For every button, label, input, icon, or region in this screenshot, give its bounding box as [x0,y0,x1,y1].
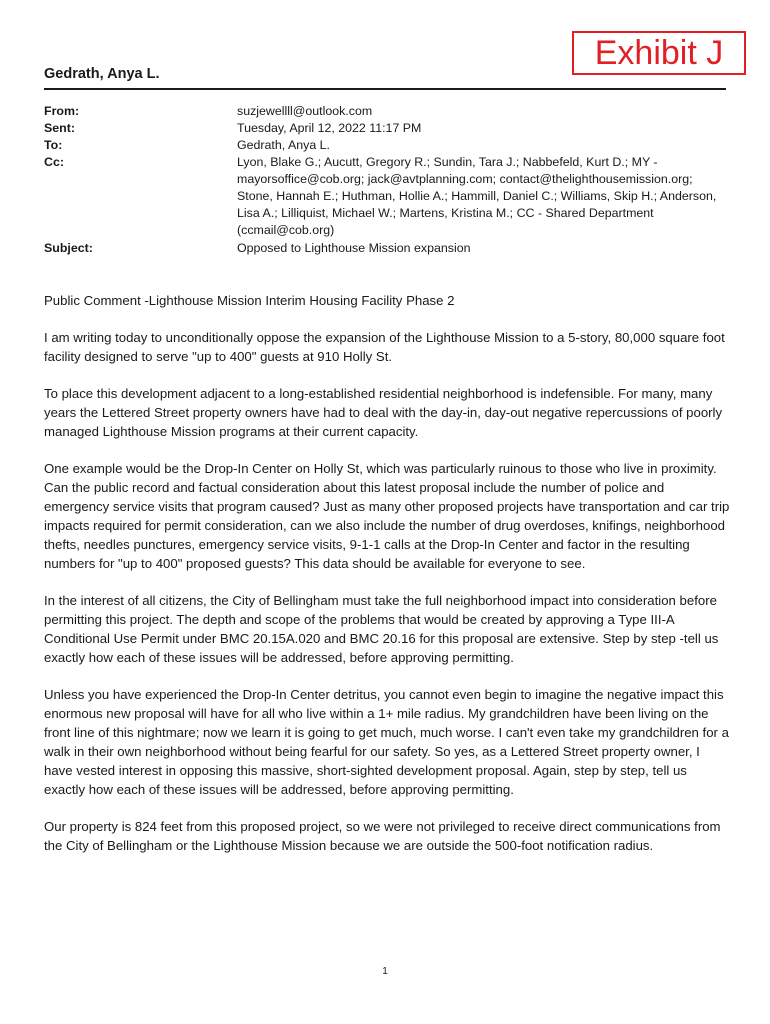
subject-value: Opposed to Lighthouse Mission expansion [237,241,471,255]
body-paragraph-4: One example would be the Drop-In Center on Holly St, which was particularly ruinous to those who live in proximity. Can the public record and factual consideration about this latest proposal include the number of police and emergency service visits that program caused? Just as many other proposed projects have transportation and car trip impacts required for permit consideration, can we also include the number of drug overdoses, knifings, neighborhood thefts, needles punctures, emergency service visits, 9-1-1 calls at the Drop-In Center and factor in the resulting numbers for "up to 400" proposed guests? This data should be available for everyone to see. [44,461,730,571]
email-header [44,103,734,257]
body-paragraph-5: In the interest of all citizens, the City of Bellingham must take the full neighborhood impact into consideration before permitting this project. The depth and scope of the problems that would be created by approving a Type III-A Conditional Use Permit under BMC 20.15A.020 and BMC 20.16 for this proposal are extensive. Step by step -tell us exactly how each of these issues will be addressed, before approving permitting. [44,593,719,665]
exhibit-stamp: Exhibit J [572,31,746,75]
sent-label: Sent: [44,121,75,135]
email-body [44,291,730,873]
body-paragraph-3: To place this development adjacent to a long-established residential neighborhood is indefensible. For many, many years the Lettered Street property owners have had to deal with the day-in, day-out negative repercussions of poorly managed Lighthouse Mission programs at their current capacity. [44,386,723,439]
subject-row [44,240,734,257]
body-paragraph-1: Public Comment -Lighthouse Mission Interim Housing Facility Phase 2 [44,293,455,308]
subject-label: Subject: [44,241,93,255]
to-value: Gedrath, Anya L. [237,138,330,152]
sent-value: Tuesday, April 12, 2022 11:17 PM [237,121,422,135]
sender-name: Gedrath, Anya L. [44,66,160,82]
cc-label: Cc: [44,155,64,169]
header-divider [44,88,726,90]
to-row [44,137,734,154]
from-label: From: [44,104,80,118]
sent-row [44,120,734,137]
from-row [44,103,734,120]
page-number: 1 [382,966,388,977]
cc-row [44,154,734,239]
cc-value: Lyon, Blake G.; Aucutt, Gregory R.; Sundin, Tara J.; Nabbefeld, Kurt D.; MY - mayorsoffice@cob.org; jack@avtplanning.com; contact@thelighthousemission.org; Stone, Hannah E.; Huthman, Hollie A.; Hammill, Daniel C.; Williams, Skip H.; Anderson, Lisa A.; Lilliquist, Michael W.; Martens, Kristina M.; CC - Shared Department (ccmail@cob.org) [237,155,717,237]
body-paragraph-7: Our property is 824 feet from this proposed project, so we were not privileged to receive direct communications from the City of Bellingham or the Lighthouse Mission because we are outside the 500-foot notification radius. [44,819,721,853]
body-paragraph-2: I am writing today to unconditionally oppose the expansion of the Lighthouse Mission to a 5-story, 80,000 square foot facility designed to serve "up to 400" guests at 910 Holly St. [44,330,725,364]
body-paragraph-6: Unless you have experienced the Drop-In Center detritus, you cannot even begin to imagine the negative impact this enormous new proposal will have for all who live within a 1+ mile radius. My grandchildren have been living on the front line of this nightmare; now we learn it is going to get much, much worse. I can't even take my grandchildren for a walk in their own neighborhood without being fearful for our safety. So yes, as a Lettered Street property owner, I have vested interest in opposing this massive, short-sighted development proposal. Again, step by step, tell us exactly how each of these issues will be addressed, before approving permitting. [44,687,729,797]
from-value: suzjewellll@outlook.com [237,104,373,118]
to-label: To: [44,138,63,152]
